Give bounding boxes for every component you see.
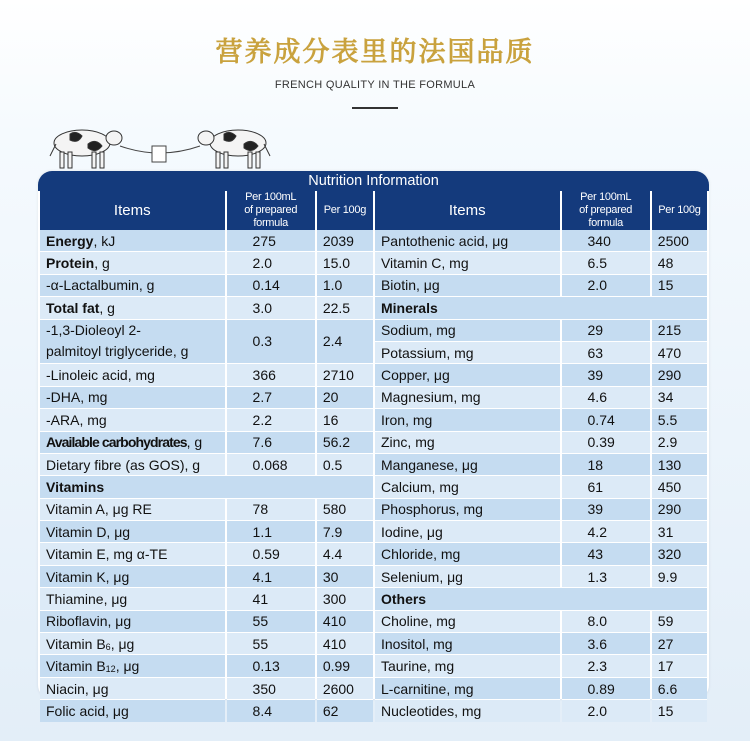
item-name-text: Vitamin A, μg RE xyxy=(46,501,152,518)
value-per100ml: 2.0 xyxy=(227,251,315,273)
cows-illustration xyxy=(48,122,274,174)
value-per100g: 290 xyxy=(652,498,707,520)
value-per100g: 15 xyxy=(652,699,707,721)
item-name-text: Pantothenic acid, μg xyxy=(380,232,509,249)
value-per100g: 22.5 xyxy=(317,296,373,318)
item-unit: , μg xyxy=(115,658,140,675)
value-per100g: 31 xyxy=(652,520,707,542)
item-unit: , g xyxy=(186,434,203,451)
item-name-text: Vitamin B xyxy=(46,658,106,675)
per100ml-line1: Per 100mL xyxy=(245,191,297,203)
value-per100g: 470 xyxy=(652,341,707,363)
item-name-text: Zinc, mg xyxy=(380,434,435,451)
item-name xyxy=(375,386,560,408)
item-name-text: Dietary fibre (as GOS), g xyxy=(46,456,201,473)
item-name xyxy=(40,542,225,564)
value-per100ml: 18 xyxy=(562,453,650,475)
nutrition-grid xyxy=(38,191,709,722)
item-name-bold: Energy xyxy=(46,232,94,249)
value-per100g: 320 xyxy=(652,542,707,564)
item-name xyxy=(375,453,560,475)
table-row xyxy=(40,363,707,385)
value-per100ml: 78 xyxy=(227,498,315,520)
table-row xyxy=(40,230,707,251)
value-per100g: 16 xyxy=(317,408,373,430)
item-unit: , g xyxy=(94,255,110,272)
value-per100ml: 3.6 xyxy=(562,632,650,654)
item-name xyxy=(375,319,560,341)
table-row xyxy=(40,632,707,654)
item-name-text: Vitamin E, mg α-TE xyxy=(46,546,168,563)
item-name xyxy=(375,699,560,721)
col-header-per100ml-right xyxy=(562,191,650,230)
item-name-text: Vitamin D, μg xyxy=(46,523,131,540)
table-row xyxy=(40,319,707,341)
value-per100ml: 43 xyxy=(562,542,650,564)
item-name-text: Nucleotides, mg xyxy=(380,702,482,719)
value-per100g: 17 xyxy=(652,654,707,676)
table-row xyxy=(40,408,707,430)
item-name-text: Phosphorus, mg xyxy=(380,501,483,518)
item-name-text: Magnesium, mg xyxy=(380,389,481,406)
page-subtitle: FRENCH QUALITY IN THE FORMULA xyxy=(274,79,476,91)
cow-right-icon xyxy=(198,130,270,168)
nutrition-table xyxy=(38,171,709,719)
item-name-text: -Linoleic acid, mg xyxy=(46,367,155,384)
table-row xyxy=(40,699,707,721)
value-per100g: 580 xyxy=(317,498,373,520)
item-name-text: Folic acid, μg xyxy=(46,702,129,719)
table-row xyxy=(40,296,707,318)
value-per100ml: 275 xyxy=(227,230,315,251)
item-name-text: Iodine, μg xyxy=(380,523,443,540)
item-name xyxy=(375,677,560,699)
value-per100ml: 2.3 xyxy=(562,654,650,676)
item-name-text: Vitamin K, μg xyxy=(46,568,130,585)
item-name xyxy=(375,610,560,632)
item-name-text: -ARA, mg xyxy=(46,411,107,428)
value-per100ml: 7.6 xyxy=(227,431,315,453)
item-name-bold: Available carbohydrates xyxy=(46,434,187,451)
item-name xyxy=(40,498,225,520)
item-name-text: Iron, mg xyxy=(380,411,433,428)
item-name xyxy=(40,587,225,609)
item-name-text: palmitoyl triglyceride, g xyxy=(46,343,189,360)
item-name xyxy=(40,408,225,430)
table-row xyxy=(40,386,707,408)
section-heading: Minerals xyxy=(375,296,707,318)
item-name xyxy=(375,274,560,296)
value-per100ml: 4.1 xyxy=(227,565,315,587)
value-per100g: 450 xyxy=(652,475,707,497)
item-name-text: L-carnitine, mg xyxy=(380,680,474,697)
table-row xyxy=(40,453,707,475)
subtitle-divider xyxy=(352,107,398,109)
item-name xyxy=(375,251,560,273)
value-per100g: 27 xyxy=(652,632,707,654)
value-per100ml: 0.13 xyxy=(227,654,315,676)
table-row xyxy=(40,498,707,520)
item-name-text: Vitamin C, mg xyxy=(380,255,469,272)
value-per100g: 410 xyxy=(317,610,373,632)
table-banner: Nutrition Information xyxy=(38,171,709,191)
value-per100g: 30 xyxy=(317,565,373,587)
value-per100g: 9.9 xyxy=(652,565,707,587)
value-per100g: 4.4 xyxy=(317,542,373,564)
col-header-items-right: Items xyxy=(375,191,560,230)
item-name-text: -1,3-Dioleoyl 2- xyxy=(46,322,141,339)
value-per100ml: 0.59 xyxy=(227,542,315,564)
value-per100g: 20 xyxy=(317,386,373,408)
table-row xyxy=(40,677,707,699)
item-name-text: Calcium, mg xyxy=(380,478,459,495)
value-per100ml: 0.74 xyxy=(562,408,650,430)
item-unit: , μg xyxy=(110,635,135,652)
item-name xyxy=(375,230,560,251)
value-per100ml: 2.0 xyxy=(562,699,650,721)
col-header-items-left: Items xyxy=(40,191,225,230)
table-row xyxy=(40,654,707,676)
item-name xyxy=(40,296,225,318)
item-subscript: 12 xyxy=(105,664,116,675)
section-heading: Vitamins xyxy=(40,475,373,497)
item-name xyxy=(40,274,225,296)
value-per100g: 130 xyxy=(652,453,707,475)
value-per100ml: 39 xyxy=(562,363,650,385)
value-per100ml: 61 xyxy=(562,475,650,497)
value-per100g: 2039 xyxy=(317,230,373,251)
table-row xyxy=(40,431,707,453)
item-name xyxy=(40,520,225,542)
item-name-bold: Total fat xyxy=(46,299,100,316)
value-per100ml: 2.2 xyxy=(227,408,315,430)
item-name xyxy=(375,475,560,497)
value-per100g: 0.5 xyxy=(317,453,373,475)
item-unit: , g xyxy=(99,299,115,316)
item-name xyxy=(40,453,225,475)
item-name xyxy=(40,565,225,587)
table-row xyxy=(40,587,707,609)
section-heading: Others xyxy=(375,587,707,609)
per100ml-line2: of prepared formula xyxy=(579,204,633,229)
item-subscript: 6 xyxy=(105,641,111,652)
item-name-text: Thiamine, μg xyxy=(46,590,128,607)
value-per100g: 5.5 xyxy=(652,408,707,430)
value-per100g: 2.9 xyxy=(652,431,707,453)
value-per100ml: 4.2 xyxy=(562,520,650,542)
item-name xyxy=(40,251,225,273)
item-name xyxy=(375,363,560,385)
value-per100g: 290 xyxy=(652,363,707,385)
item-name xyxy=(375,431,560,453)
value-per100g: 2710 xyxy=(317,363,373,385)
value-per100ml: 3.0 xyxy=(227,296,315,318)
value-per100g: 0.99 xyxy=(317,654,373,676)
item-name xyxy=(40,431,225,453)
value-per100g: 215 xyxy=(652,319,707,341)
per100ml-line1: Per 100mL xyxy=(580,191,632,203)
table-row xyxy=(40,251,707,273)
item-name-text: Biotin, μg xyxy=(380,277,440,294)
item-name xyxy=(40,632,225,654)
value-per100ml: 350 xyxy=(227,677,315,699)
item-name-text: Riboflavin, μg xyxy=(46,613,132,630)
item-name-text: Chloride, mg xyxy=(380,546,461,563)
item-name xyxy=(40,230,225,251)
item-name xyxy=(375,654,560,676)
item-name-text: Potassium, mg xyxy=(380,344,474,361)
col-header-per100g-right: Per 100g xyxy=(652,191,707,230)
item-name xyxy=(375,341,560,363)
value-per100g: 2.4 xyxy=(317,319,373,364)
value-per100ml: 2.0 xyxy=(562,274,650,296)
item-name-text: Manganese, μg xyxy=(380,456,478,473)
value-per100ml: 366 xyxy=(227,363,315,385)
value-per100ml: 340 xyxy=(562,230,650,251)
item-name-text: Copper, μg xyxy=(380,367,450,384)
value-per100ml: 8.4 xyxy=(227,699,315,721)
item-name-text: Selenium, μg xyxy=(380,568,463,585)
value-per100g: 59 xyxy=(652,610,707,632)
value-per100g: 2600 xyxy=(317,677,373,699)
value-per100ml: 0.068 xyxy=(227,453,315,475)
table-body xyxy=(40,230,707,722)
value-per100g: 7.9 xyxy=(317,520,373,542)
item-name xyxy=(40,677,225,699)
per100ml-line2: of prepared formula xyxy=(244,204,298,229)
milk-glass-icon xyxy=(152,146,166,162)
item-name-text: Choline, mg xyxy=(380,613,456,630)
value-per100ml: 63 xyxy=(562,341,650,363)
item-name xyxy=(40,610,225,632)
value-per100g: 300 xyxy=(317,587,373,609)
value-per100ml: 0.89 xyxy=(562,677,650,699)
item-name-text: Taurine, mg xyxy=(380,658,455,675)
table-row xyxy=(40,520,707,542)
item-name-text: Inositol, mg xyxy=(380,635,453,652)
table-row xyxy=(40,565,707,587)
value-per100g: 6.6 xyxy=(652,677,707,699)
item-name-text: Vitamin B xyxy=(46,635,106,652)
item-name xyxy=(375,632,560,654)
value-per100g: 34 xyxy=(652,386,707,408)
value-per100ml: 39 xyxy=(562,498,650,520)
value-per100ml: 6.5 xyxy=(562,251,650,273)
value-per100ml: 41 xyxy=(227,587,315,609)
page-title: 营养成分表里的法国品质 xyxy=(215,37,535,68)
table-row xyxy=(40,610,707,632)
value-per100ml: 0.14 xyxy=(227,274,315,296)
item-name-text: Niacin, μg xyxy=(46,680,109,697)
col-header-per100g-left: Per 100g xyxy=(317,191,373,230)
value-per100ml: 4.6 xyxy=(562,386,650,408)
value-per100g: 2500 xyxy=(652,230,707,251)
item-name xyxy=(375,542,560,564)
item-name xyxy=(375,408,560,430)
value-per100g: 15 xyxy=(652,274,707,296)
value-per100g: 56.2 xyxy=(317,431,373,453)
value-per100ml: 0.39 xyxy=(562,431,650,453)
value-per100ml: 55 xyxy=(227,632,315,654)
item-name-bold: Protein xyxy=(46,255,95,272)
value-per100g: 62 xyxy=(317,699,373,721)
cow-left-icon xyxy=(50,130,122,168)
item-name xyxy=(375,498,560,520)
item-name-text: Sodium, mg xyxy=(380,322,456,339)
item-name-text: -α-Lactalbumin, g xyxy=(46,277,155,294)
value-per100g: 48 xyxy=(652,251,707,273)
col-header-per100ml-left xyxy=(227,191,315,230)
item-name xyxy=(40,319,225,364)
table-row xyxy=(40,274,707,296)
value-per100ml: 1.1 xyxy=(227,520,315,542)
value-per100g: 1.0 xyxy=(317,274,373,296)
item-name xyxy=(40,699,225,721)
item-name-text: -DHA, mg xyxy=(46,389,108,406)
item-name xyxy=(40,386,225,408)
item-name xyxy=(375,520,560,542)
value-per100g: 410 xyxy=(317,632,373,654)
table-row xyxy=(40,475,707,497)
value-per100ml: 55 xyxy=(227,610,315,632)
value-per100ml: 1.3 xyxy=(562,565,650,587)
value-per100g: 15.0 xyxy=(317,251,373,273)
value-per100ml: 2.7 xyxy=(227,386,315,408)
item-name xyxy=(375,565,560,587)
item-unit: , kJ xyxy=(93,232,116,249)
item-name xyxy=(40,363,225,385)
item-name xyxy=(40,654,225,676)
value-per100ml: 0.3 xyxy=(227,319,315,364)
value-per100ml: 29 xyxy=(562,319,650,341)
value-per100ml: 8.0 xyxy=(562,610,650,632)
table-row xyxy=(40,542,707,564)
